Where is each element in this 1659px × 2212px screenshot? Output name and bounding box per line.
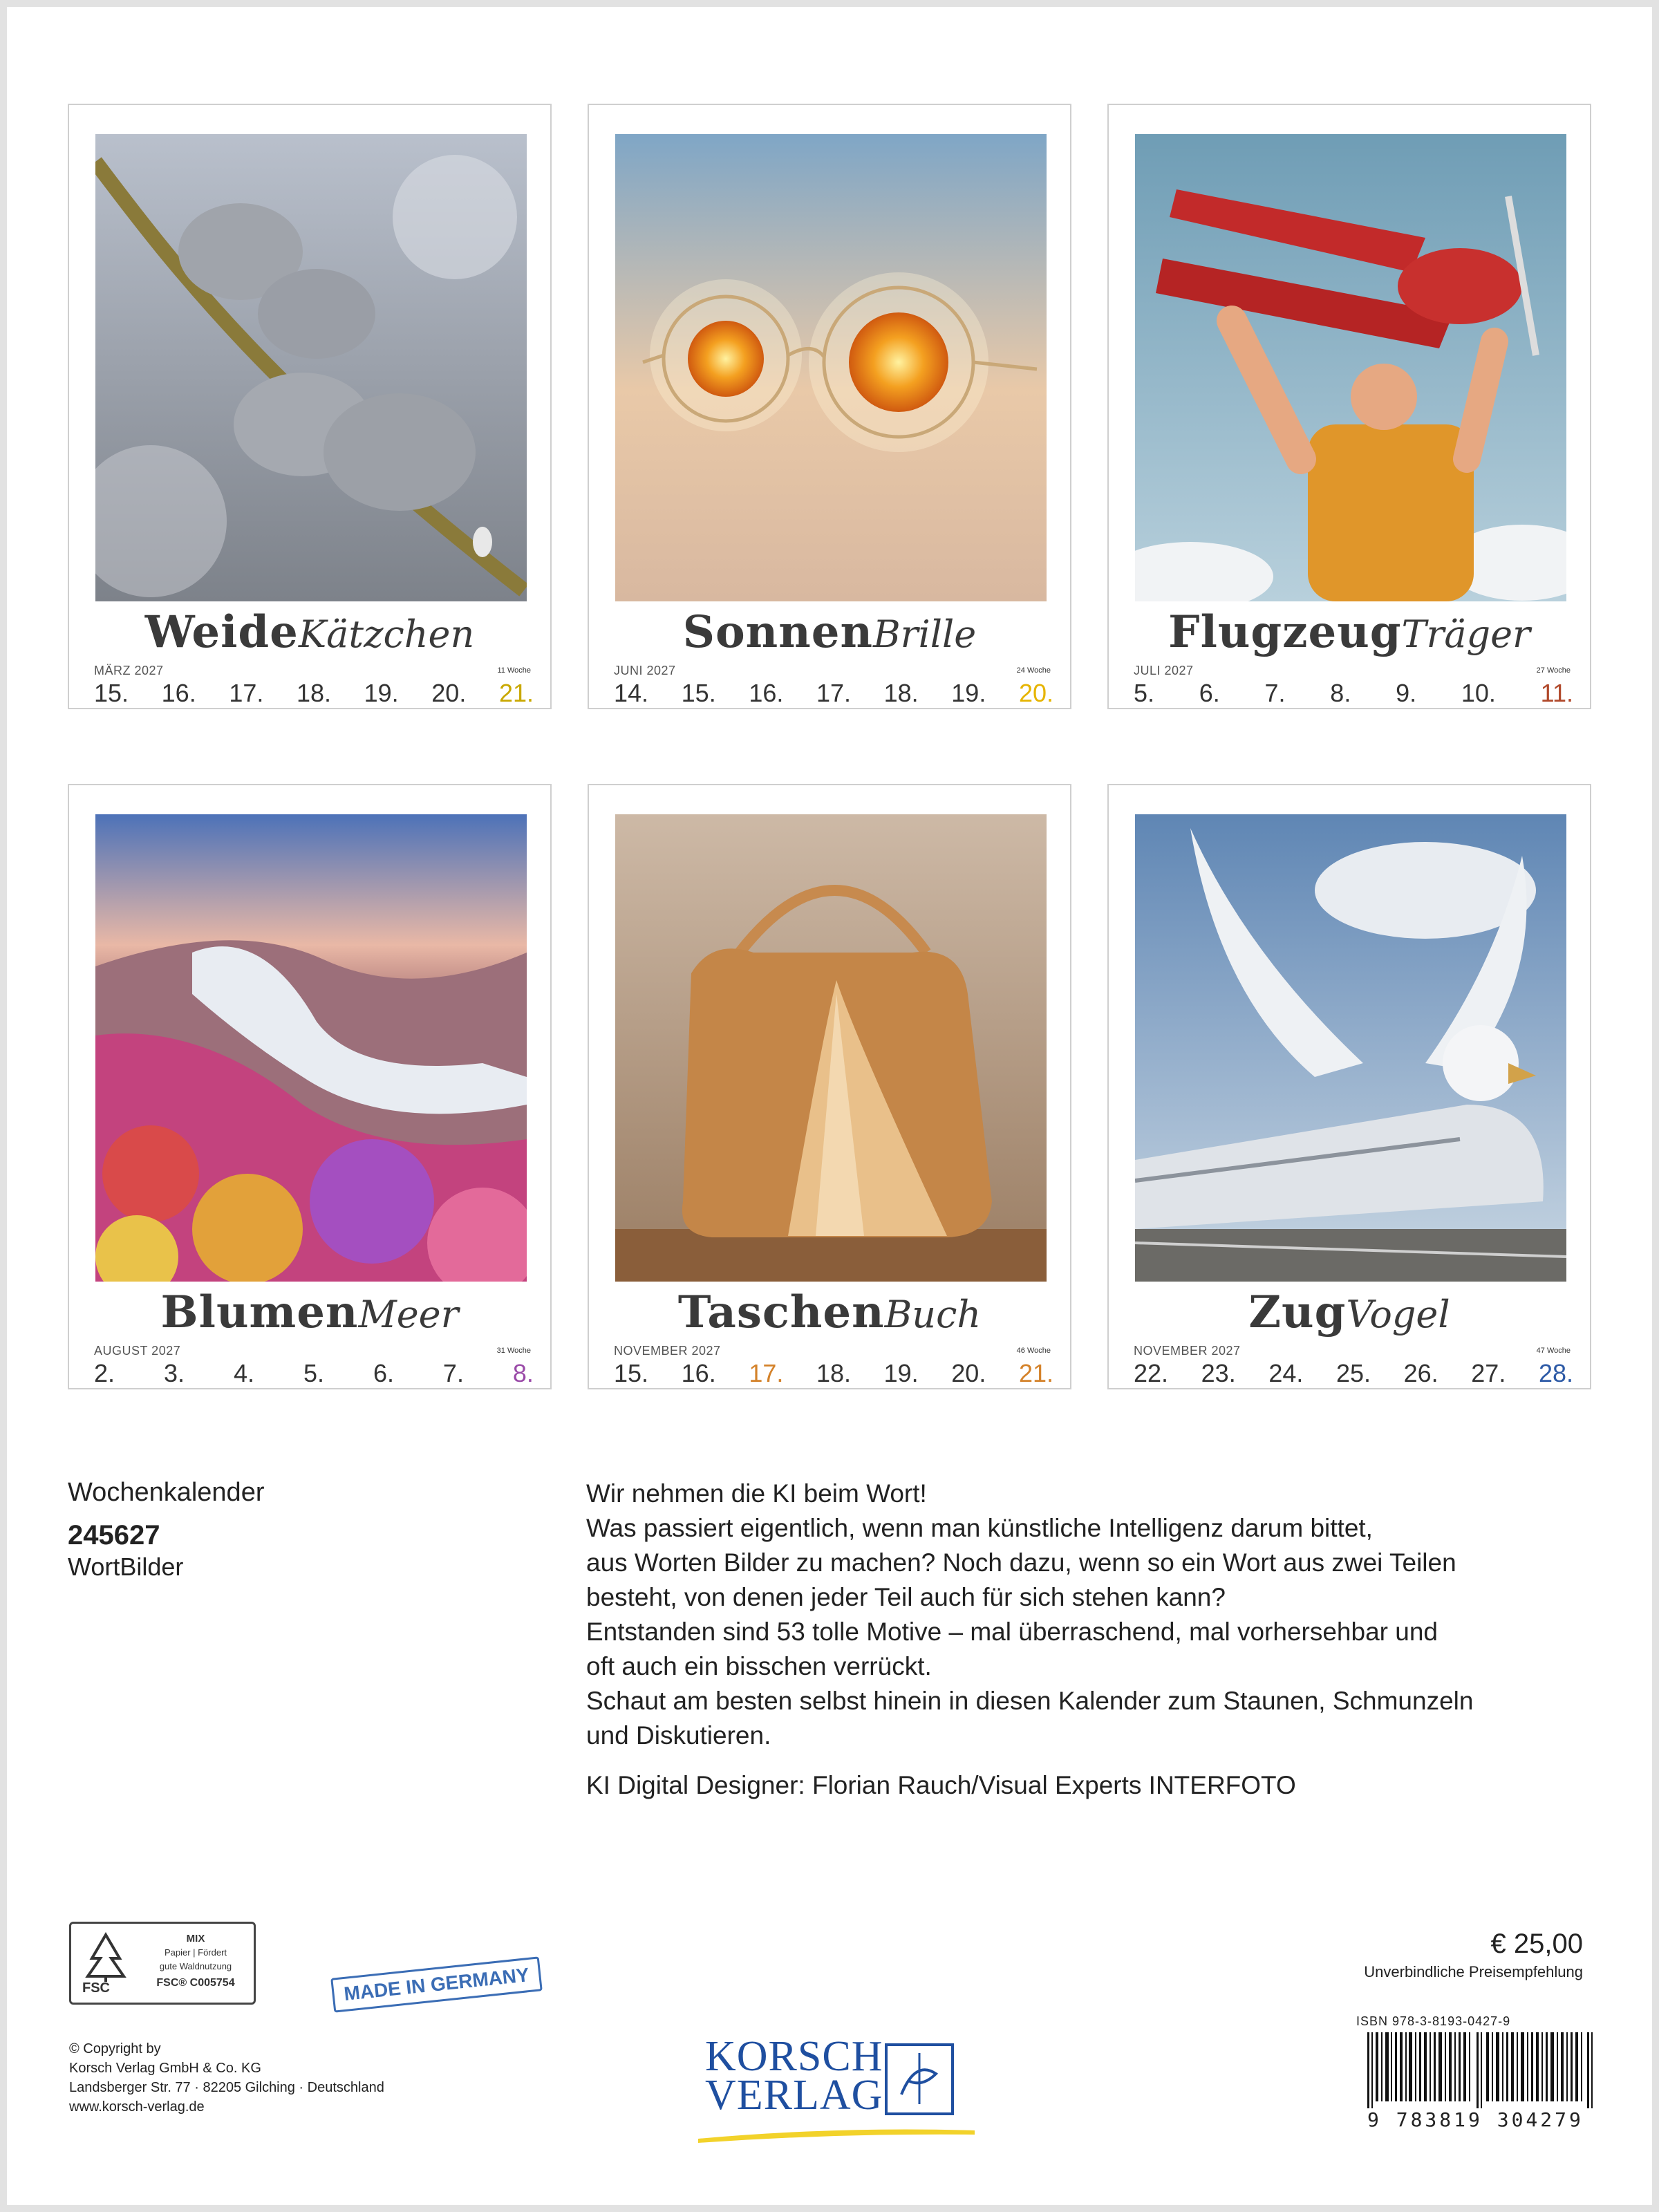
- day: 7.: [442, 1359, 464, 1387]
- description-line: besteht, von denen jeder Teil auch für sich stehen kann?: [586, 1583, 1226, 1611]
- product-name: WortBilder: [68, 1553, 184, 1581]
- calendar-card: [588, 784, 1071, 1389]
- barcode-digits: 9 783819 304279: [1367, 2108, 1584, 2131]
- day: 17.: [229, 679, 264, 707]
- card-month: JUNI 2027: [614, 664, 676, 677]
- card-days: [94, 1359, 534, 1387]
- day: 19.: [883, 1359, 919, 1387]
- calendar-card: [1107, 104, 1591, 709]
- photo-sun-glasses: [615, 134, 1047, 601]
- sunday: 20.: [1018, 679, 1053, 707]
- calendar-card: [68, 104, 552, 709]
- day: 20.: [951, 1359, 986, 1387]
- day: 5.: [1134, 679, 1155, 707]
- product-number: 245627: [68, 1520, 160, 1550]
- publisher-mark-icon: [885, 2043, 954, 2115]
- day: 16.: [161, 679, 196, 707]
- card-month: NOVEMBER 2027: [614, 1344, 721, 1358]
- day: 17.: [816, 679, 852, 707]
- card-week: 27 Woche: [1536, 666, 1571, 675]
- calendar-card: [588, 104, 1071, 709]
- day: 7.: [1264, 679, 1286, 707]
- card-month: AUGUST 2027: [94, 1344, 181, 1358]
- card-week: 24 Woche: [1016, 666, 1051, 675]
- day: 8.: [1330, 679, 1351, 707]
- description-line: Entstanden sind 53 tolle Motive – mal überraschend, mal vorhersehbar und: [586, 1618, 1438, 1646]
- photo-plane-carrier: [1135, 134, 1566, 601]
- day: 10.: [1461, 679, 1496, 707]
- day: 24.: [1268, 1359, 1304, 1387]
- day: 22.: [1134, 1359, 1169, 1387]
- description: [586, 1477, 1582, 1803]
- day: 23.: [1201, 1359, 1236, 1387]
- day: 18.: [883, 679, 919, 707]
- designer-credit: KI Digital Designer: Florian Rauch/Visual Experts INTERFOTO: [586, 1771, 1296, 1799]
- day: 15.: [614, 1359, 649, 1387]
- sunday: 21.: [498, 679, 534, 707]
- day: 15.: [681, 679, 716, 707]
- card-title: WeideKätzchen: [144, 606, 475, 658]
- card-week: 11 Woche: [497, 666, 531, 675]
- barcode: [1367, 2032, 1595, 2108]
- day: 19.: [364, 679, 399, 707]
- description-line: Wir nehmen die KI beim Wort!: [586, 1479, 927, 1508]
- description-line: Was passiert eigentlich, wenn man künstliche Intelligenz darum bittet,: [586, 1514, 1373, 1542]
- price-note: Unverbindliche Preisempfehlung: [1364, 1963, 1583, 1980]
- card-days: [94, 679, 534, 706]
- day: 20.: [431, 679, 467, 707]
- description-line: und Diskutieren.: [586, 1721, 771, 1750]
- fsc-brand: FSC: [82, 1980, 110, 1996]
- card-title: FlugzeugTräger: [1168, 606, 1530, 658]
- description-line: aus Worten Bilder zu machen? Noch dazu, wenn so ein Wort aus zwei Teilen: [586, 1548, 1456, 1577]
- photo-flower-sea: [95, 814, 527, 1282]
- photo-bird-train: [1135, 814, 1566, 1282]
- fsc-label: [69, 1922, 256, 2005]
- card-title: TaschenBuch: [677, 1286, 982, 1338]
- day: 14.: [614, 679, 649, 707]
- day: 2.: [94, 1359, 115, 1387]
- day: 4.: [233, 1359, 254, 1387]
- card-week: 46 Woche: [1016, 1347, 1051, 1355]
- sunday: 11.: [1540, 679, 1573, 707]
- calendar-back-cover: [7, 7, 1652, 2205]
- card-month: MÄRZ 2027: [94, 664, 164, 677]
- card-week: 31 Woche: [496, 1347, 531, 1355]
- made-in-germany-stamp: MADE IN GERMANY: [330, 1956, 543, 2012]
- day: 18.: [816, 1359, 852, 1387]
- publisher-swoosh: [698, 2124, 975, 2144]
- fsc-tree-icon: [78, 1931, 133, 1997]
- day: 5.: [303, 1359, 324, 1387]
- photo-book-bag: [615, 814, 1047, 1282]
- card-days: [614, 679, 1053, 706]
- day: 16.: [749, 679, 784, 707]
- day: 6.: [373, 1359, 394, 1387]
- isbn: ISBN 978-3-8193-0427-9: [1356, 2014, 1511, 2028]
- card-title: BlumenMeer: [160, 1286, 459, 1338]
- publisher-line2: VERLAG: [705, 2072, 883, 2119]
- day: 19.: [951, 679, 986, 707]
- publisher-logo: [698, 2032, 975, 2150]
- calendar-card: [1107, 784, 1591, 1389]
- day: 16.: [681, 1359, 716, 1387]
- fsc-text: MIX Papier | Fördert gute Waldnutzung FSC® C005754: [156, 1933, 235, 1989]
- card-days: [1134, 1359, 1573, 1387]
- day: 26.: [1403, 1359, 1438, 1387]
- publisher-line1: KORSCH: [705, 2033, 883, 2080]
- card-days: [1134, 679, 1573, 706]
- card-title: SonnenBrille: [682, 606, 977, 658]
- description-line: Schaut am besten selbst hinein in diesen Kalender zum Staunen, Schmunzeln: [586, 1687, 1474, 1715]
- sunday: 21.: [1018, 1359, 1053, 1387]
- price: € 25,00: [1490, 1929, 1583, 1959]
- card-week: 47 Woche: [1536, 1347, 1571, 1355]
- copyright: © Copyright by Korsch Verlag GmbH & Co. KG Landsberger Str. 77 · 82205 Gilching · Deutschland www.korsch-verlag.de: [69, 2041, 384, 2115]
- product-meta: [68, 1478, 264, 1582]
- holiday: 17.: [749, 1359, 784, 1387]
- day: 15.: [94, 679, 129, 707]
- product-kind: Wochenkalender: [68, 1478, 265, 1507]
- description-line: oft auch ein bisschen verrückt.: [586, 1652, 932, 1680]
- day: 9.: [1396, 679, 1417, 707]
- card-month: NOVEMBER 2027: [1134, 1344, 1241, 1358]
- day: 18.: [296, 679, 332, 707]
- day: 3.: [163, 1359, 185, 1387]
- sunday: 28.: [1538, 1359, 1573, 1387]
- card-title: ZugVogel: [1248, 1286, 1450, 1338]
- day: 6.: [1199, 679, 1220, 707]
- calendar-card: [68, 784, 552, 1389]
- card-days: [614, 1359, 1053, 1387]
- photo-kittens: [95, 134, 527, 601]
- day: 25.: [1335, 1359, 1371, 1387]
- card-month: JULI 2027: [1134, 664, 1194, 677]
- sunday: 8.: [512, 1359, 534, 1387]
- day: 27.: [1471, 1359, 1506, 1387]
